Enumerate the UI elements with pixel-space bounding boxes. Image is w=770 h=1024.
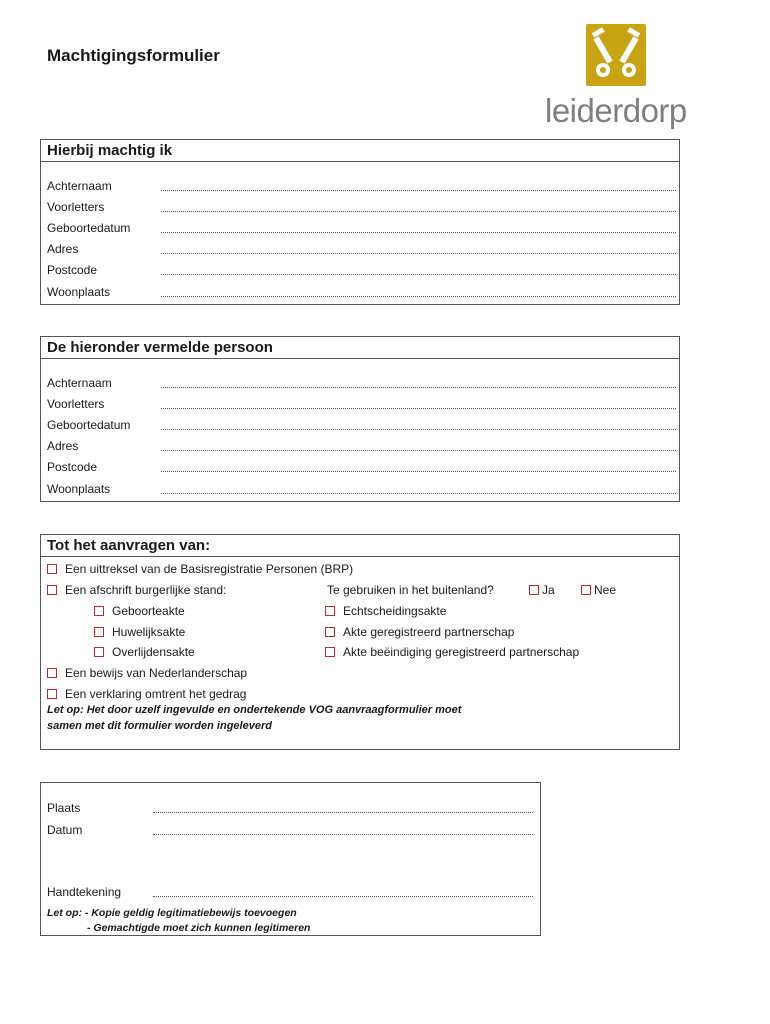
label-woonplaats: Woonplaats — [47, 285, 111, 299]
option-label: Overlijdensakte — [112, 645, 195, 659]
checkbox-icon[interactable] — [47, 689, 57, 699]
option-label: Akte beëindiging geregistreerd partnerschap — [343, 645, 580, 659]
option-nee[interactable] — [581, 582, 616, 598]
label-adres: Adres — [47, 439, 79, 453]
label-voorletters: Voorletters — [47, 397, 105, 411]
section-heading: De hieronder vermelde persoon — [41, 337, 679, 359]
option-beeindiging[interactable] — [325, 644, 579, 660]
checkbox-icon[interactable] — [94, 606, 104, 616]
option-label: Een bewijs van Nederlanderschap — [65, 666, 248, 680]
label-achternaam: Achternaam — [47, 179, 112, 193]
vog-note-line1: Let op: Het door uzelf ingevulde en ondertekende VOG aanvraagformulier moet — [47, 704, 462, 716]
option-label: Echtscheidingsakte — [343, 604, 447, 618]
option-huwelijksakte[interactable] — [94, 624, 185, 640]
label-postcode: Postcode — [47, 263, 98, 277]
checkbox-icon[interactable] — [47, 564, 57, 574]
option-label: Een afschrift burgerlijke stand: — [65, 583, 227, 597]
field-plaats[interactable] — [153, 802, 533, 813]
field-woonplaats[interactable] — [161, 483, 676, 494]
field-voorletters[interactable] — [161, 201, 676, 212]
option-brp[interactable] — [47, 561, 353, 577]
option-label: Een verklaring omtrent het gedrag — [65, 687, 247, 701]
field-adres[interactable] — [161, 243, 676, 254]
keys-logo-icon — [586, 24, 646, 86]
field-voorletters[interactable] — [161, 398, 676, 409]
field-geboortedatum[interactable] — [161, 419, 676, 430]
option-echtscheidingsakte[interactable] — [325, 603, 446, 619]
buitenland-question: Te gebruiken in het buitenland? — [327, 583, 494, 597]
checkbox-icon[interactable] — [325, 606, 335, 616]
label-adres: Adres — [47, 242, 79, 256]
option-ja[interactable] — [529, 582, 555, 598]
field-handtekening[interactable] — [153, 886, 533, 897]
label-postcode: Postcode — [47, 460, 98, 474]
label-plaats: Plaats — [47, 801, 81, 815]
legitimatie-note-line2: - Gemachtigde moet zich kunnen legitimeren — [87, 922, 311, 934]
field-achternaam[interactable] — [161, 377, 676, 388]
section-heading: Tot het aanvragen van: — [41, 535, 679, 557]
option-afschrift[interactable] — [47, 582, 226, 598]
option-label: Akte geregistreerd partnerschap — [343, 625, 515, 639]
page-title: Machtigingsformulier — [47, 46, 220, 65]
option-nederlanderschap[interactable] — [47, 665, 247, 681]
field-adres[interactable] — [161, 440, 676, 451]
field-geboortedatum[interactable] — [161, 222, 676, 233]
label-datum: Datum — [47, 823, 83, 837]
option-overlijdensakte[interactable] — [94, 644, 195, 660]
field-postcode[interactable] — [161, 461, 676, 472]
checkbox-icon[interactable] — [94, 627, 104, 637]
label-achternaam: Achternaam — [47, 376, 112, 390]
checkbox-icon[interactable] — [325, 627, 335, 637]
option-label: Ja — [542, 583, 555, 597]
label-woonplaats: Woonplaats — [47, 482, 111, 496]
option-gedrag[interactable] — [47, 686, 246, 702]
field-achternaam[interactable] — [161, 180, 676, 191]
checkbox-icon[interactable] — [47, 668, 57, 678]
option-geboorteakte[interactable] — [94, 603, 185, 619]
field-datum[interactable] — [153, 824, 533, 835]
label-voorletters: Voorletters — [47, 200, 105, 214]
option-label: Huwelijksakte — [112, 625, 186, 639]
checkbox-icon[interactable] — [529, 585, 539, 595]
option-partnerschap[interactable] — [325, 624, 514, 640]
field-postcode[interactable] — [161, 264, 676, 275]
section-gemachtigde — [40, 336, 680, 502]
checkbox-icon[interactable] — [581, 585, 591, 595]
option-label: Geboorteakte — [112, 604, 185, 618]
legitimatie-note-line1: Let op: - Kopie geldig legitimatiebewijs toevoegen — [47, 907, 297, 919]
field-woonplaats[interactable] — [161, 286, 676, 297]
logo-text: leiderdorp — [545, 92, 687, 129]
label-geboortedatum: Geboortedatum — [47, 221, 131, 235]
section-heading: Hierbij machtig ik — [41, 140, 679, 162]
checkbox-icon[interactable] — [325, 647, 335, 657]
option-label: Een uittreksel van de Basisregistratie Personen (BRP) — [65, 562, 354, 576]
label-geboortedatum: Geboortedatum — [47, 418, 131, 432]
section-machtiger — [40, 139, 680, 305]
section-aanvraag — [40, 534, 680, 750]
section-ondertekening — [40, 782, 541, 936]
label-handtekening: Handtekening — [47, 885, 122, 899]
checkbox-icon[interactable] — [94, 647, 104, 657]
option-label: Nee — [594, 583, 617, 597]
vog-note-line2: samen met dit formulier worden ingeleverd — [47, 720, 272, 732]
checkbox-icon[interactable] — [47, 585, 57, 595]
